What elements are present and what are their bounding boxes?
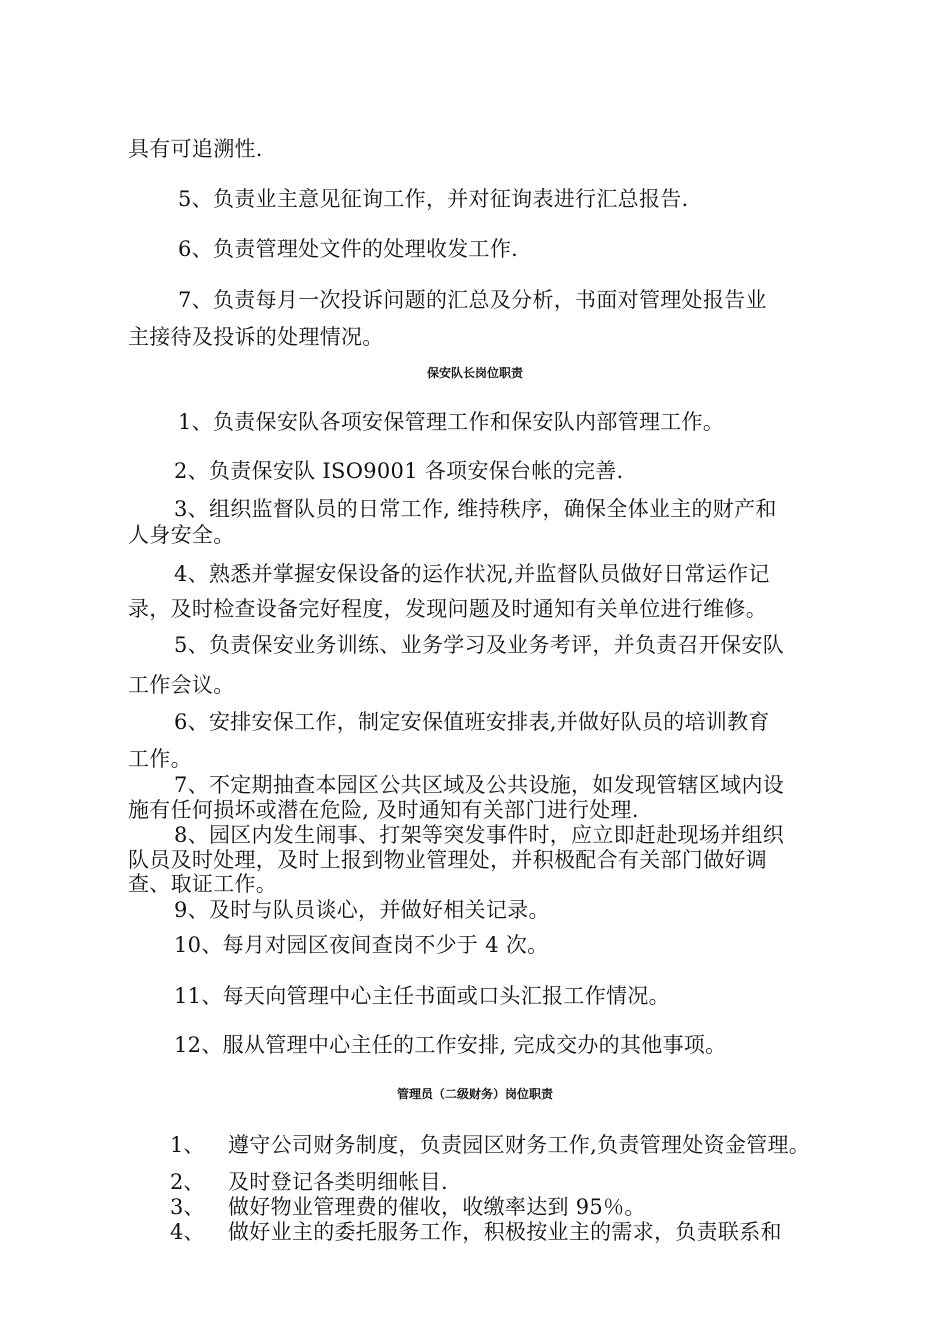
paragraph-line: 5、负责保安业务训练、业务学习及业务考评，并负责召开保安队 <box>174 633 785 657</box>
paragraph-line: 7、负责每月一次投诉问题的汇总及分析，书面对管理处报告业 <box>178 288 767 312</box>
list-item-text: 做好业主的委托服务工作，积极按业主的需求，负责联系和 <box>228 1220 782 1244</box>
list-item-number: 2、 <box>170 1170 205 1194</box>
paragraph-line: 9、及时与队员谈心，并做好相关记录。 <box>174 898 550 922</box>
paragraph-line: 工作。 <box>128 747 192 771</box>
list-item-number: 1、 <box>170 1133 205 1157</box>
paragraph-line: 队员及时处理，及时上报到物业管理处，并积极配合有关部门做好调 <box>128 848 767 872</box>
section-heading: 管理员（二级财务）岗位职责 <box>396 1087 553 1101</box>
list-item-number: 3、 <box>170 1195 205 1219</box>
paragraph-line: 1、负责保安队各项安保管理工作和保安队内部管理工作。 <box>178 410 725 434</box>
paragraph-line: 11、每天向管理中心主任书面或口头汇报工作情况。 <box>174 984 670 1008</box>
list-item-text: 做好物业管理费的催收，收缴率达到 95％。 <box>228 1195 646 1219</box>
paragraph-line: 6、安排安保工作，制定安保值班安排表,并做好队员的培训教育 <box>174 710 770 734</box>
paragraph-line: 10、每月对园区夜间查岗不少于 4 次。 <box>174 933 549 957</box>
paragraph-line: 5、负责业主意见征询工作，并对征询表进行汇总报告. <box>178 187 689 211</box>
list-item-number: 4、 <box>170 1220 205 1244</box>
paragraph-line: 录，及时检查设备完好程度，发现问题及时通知有关单位进行维修。 <box>128 597 767 621</box>
paragraph-line: 4、熟悉并掌握安保设备的运作状况,并监督队员做好日常运作记 <box>174 562 770 586</box>
paragraph-line: 查、取证工作。 <box>128 872 278 896</box>
paragraph-line: 6、负责管理处文件的处理收发工作. <box>178 237 519 261</box>
paragraph-line: 2、负责保安队 ISO9001 各项安保台帐的完善. <box>174 459 624 483</box>
paragraph-line: 3、组织监督队员的日常工作, 维持秩序，确保全体业主的财产和 <box>174 497 777 521</box>
paragraph-line: 人身安全。 <box>128 523 235 547</box>
paragraph-line: 主接待及投诉的处理情况。 <box>128 325 384 349</box>
list-item-text: 及时登记各类明细帐目. <box>228 1170 448 1194</box>
paragraph-line: 12、服从管理中心主任的工作安排, 完成交办的其他事项。 <box>174 1033 727 1057</box>
section-heading: 保安队长岗位职责 <box>426 366 523 380</box>
list-item-text: 遵守公司财务制度，负责园区财务工作,负责管理处资金管理。 <box>228 1133 811 1157</box>
paragraph-line: 施有任何损坏或潜在危险, 及时通知有关部门进行处理. <box>128 798 639 822</box>
paragraph-line: 具有可追溯性. <box>128 137 263 161</box>
paragraph-line: 工作会议。 <box>128 673 235 697</box>
paragraph-line: 8、园区内发生闹事、打架等突发事件时，应立即赶赴现场并组织 <box>174 823 785 847</box>
paragraph-line: 7、不定期抽查本园区公共区域及公共设施，如发现管辖区域内设 <box>174 773 785 797</box>
